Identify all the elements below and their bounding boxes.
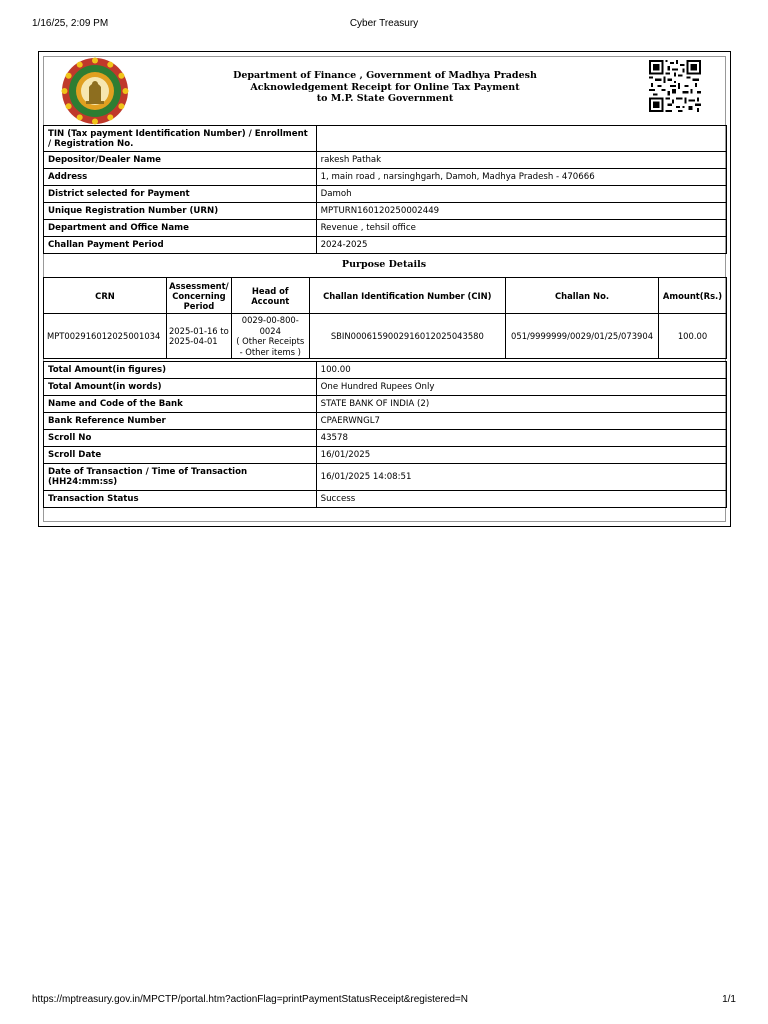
header-line-government: to M.P. State Government [316,93,454,104]
table-row [44,152,727,169]
head-description: ( Other Receipts - Other items ) [236,336,305,357]
bank-name-value: STATE BANK OF INDIA (2) [316,396,726,413]
amount-value: 100.00 [659,314,727,359]
print-header [32,16,736,32]
crn-value: MPT002916012025001034 [44,314,167,359]
address-value: 1, main road , narsinghgarh, Damoh, Madhya Pradesh - 470666 [316,169,726,186]
urn-value: MPTURN160120250002449 [316,203,726,220]
column-header-crn: CRN [44,278,167,314]
period-from: 2025-01-16 to [168,325,229,336]
print-footer [32,994,736,1010]
table-row [44,237,727,254]
table-row [44,203,727,220]
tin-label: TIN (Tax payment Identification Number) / Enrollment / Registration No. [44,126,317,152]
scroll-date-label: Scroll Date [44,447,317,464]
column-header-head-of-account: Head of Account [231,278,309,314]
transaction-status-value: Success [316,491,726,508]
table-header-row [44,278,727,314]
scroll-date-value: 16/01/2025 [316,447,726,464]
table-row [44,413,727,430]
table-row [44,430,727,447]
tin-value [316,126,726,152]
column-header-cin: Challan Identification Number (CIN) [309,278,505,314]
table-row [44,396,727,413]
receipt-header [200,70,570,105]
depositor-name-label: Depositor/Dealer Name [44,152,317,169]
payment-period-label: Challan Payment Period [44,237,317,254]
depositor-details-table [43,125,727,254]
total-amount-words-label: Total Amount(in words) [44,379,317,396]
purpose-details-table [43,277,727,359]
print-url: https://mptreasury.gov.in/MPCTP/portal.htm?actionFlag=printPaymentStatusReceipt&registered=N [32,994,468,1005]
urn-label: Unique Registration Number (URN) [44,203,317,220]
purpose-details-title: Purpose Details [341,259,427,270]
mp-government-emblem-icon [61,57,129,125]
column-header-challan-no: Challan No. [506,278,659,314]
total-amount-figures-value: 100.00 [316,362,726,379]
print-datetime: 1/16/25, 2:09 PM [32,18,109,29]
qr-code-icon [649,60,701,112]
table-row [44,464,727,491]
total-amount-figures-label: Total Amount(in figures) [44,362,317,379]
header-line-acknowledgement: Acknowledgement Receipt for Online Tax Payment [250,81,520,93]
table-row [44,447,727,464]
cin-value: SBIN00061590029160120250435​80 [309,314,505,359]
transaction-date-label: Date of Transaction / Time of Transaction (HH24:mm:ss) [44,464,317,491]
address-label: Address [44,169,317,186]
assessment-period-value [166,314,231,359]
challan-no-value: 051/9999999/0029/01/25/073904 [506,314,659,359]
table-row [44,220,727,237]
table-row [44,379,727,396]
table-row [44,186,727,203]
total-amount-words-value: One Hundred Rupees Only [316,379,726,396]
head-of-account-value [231,314,309,359]
district-value: Damoh [316,186,726,203]
district-label: District selected for Payment [44,186,317,203]
transaction-date-value: 16/01/2025 14:08:51 [316,464,726,491]
table-row [44,169,727,186]
column-header-amount: Amount(Rs.) [659,278,727,314]
table-row [44,362,727,379]
head-code: 0029-00-800-0024 [241,315,299,336]
column-header-assessment-period: Assessment/ Concerning Period [166,278,231,314]
print-page-number: 1/1 [722,994,736,1005]
payment-period-value: 2024-2025 [316,237,726,254]
print-title: Cyber Treasury [349,18,419,29]
table-row [44,491,727,508]
department-value: Revenue , tehsil office [316,220,726,237]
payment-details-table [43,361,727,508]
depositor-name-value: rakesh Pathak [316,152,726,169]
bank-reference-label: Bank Reference Number [44,413,317,430]
period-to: 2025-04-01 [168,336,218,346]
scroll-no-value: 43578 [316,430,726,447]
bank-name-label: Name and Code of the Bank [44,396,317,413]
table-row [44,314,727,359]
bank-reference-value: CPAERWNGL7 [316,413,726,430]
scroll-no-label: Scroll No [44,430,317,447]
header-line-department: Department of Finance , Government of Madhya Pradesh [233,70,537,81]
department-label: Department and Office Name [44,220,317,237]
transaction-status-label: Transaction Status [44,491,317,508]
table-row [44,126,727,152]
